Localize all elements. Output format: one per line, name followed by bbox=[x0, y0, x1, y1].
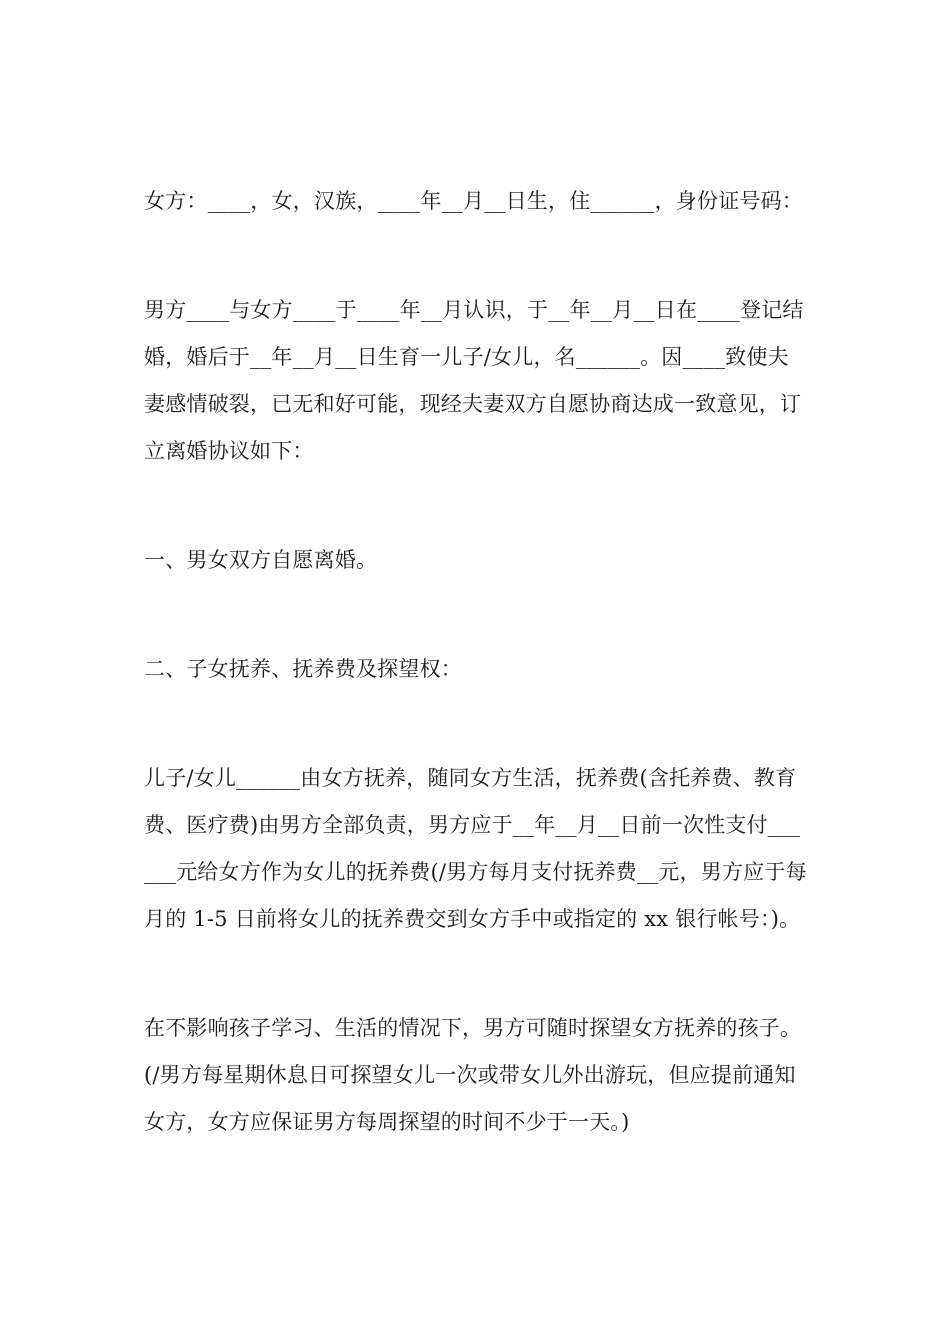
clause-2-heading: 二、子女抚养、抚养费及探望权： bbox=[144, 657, 462, 681]
paragraph-spacer bbox=[144, 475, 809, 537]
paragraph-spacer bbox=[144, 943, 809, 1005]
paragraph-spacer bbox=[144, 584, 809, 646]
paragraph-female-party-info: 女方：____，女，汉族，____年__月__日生，住______，身份证号码： bbox=[144, 189, 803, 213]
clause-1-divorce: 一、男女双方自愿离婚。 bbox=[144, 548, 378, 572]
document-body bbox=[144, 178, 809, 1146]
paragraph-marriage-background: 男方____与女方____于____年__月认识，于__年__月__日在____登记结婚，婚后于__年__月__日生育一儿子/女儿，名______。因____致使夫妻感情破裂，已无和好可能，现经夫妻双方自愿协商达成一致意见，订立离婚协议如下： bbox=[144, 298, 804, 463]
paragraph-visitation-rights: 在不影响孩子学习、生活的情况下，男方可随时探望女方抚养的孩子。(/男方每星期休息日可探望女儿一次或带女儿外出游玩，但应提前通知女方，女方应保证男方每周探望的时间不少于一天。) bbox=[144, 1016, 802, 1134]
paragraph-spacer bbox=[144, 225, 809, 287]
paragraph-child-support: 儿子/女儿______由女方抚养，随同女方生活，抚养费(含托养费、教育费、医疗费)由男方全部负责，男方应于__年__月__日前一次性支付______元给女方作为女儿的抚养费(/男方每月支付抚养费__元，男方应于每月的 1-5 日前将女儿的抚养费交到女方手中或指定的 xx 银行帐号：)。 bbox=[144, 766, 807, 931]
paragraph-spacer bbox=[144, 693, 809, 755]
